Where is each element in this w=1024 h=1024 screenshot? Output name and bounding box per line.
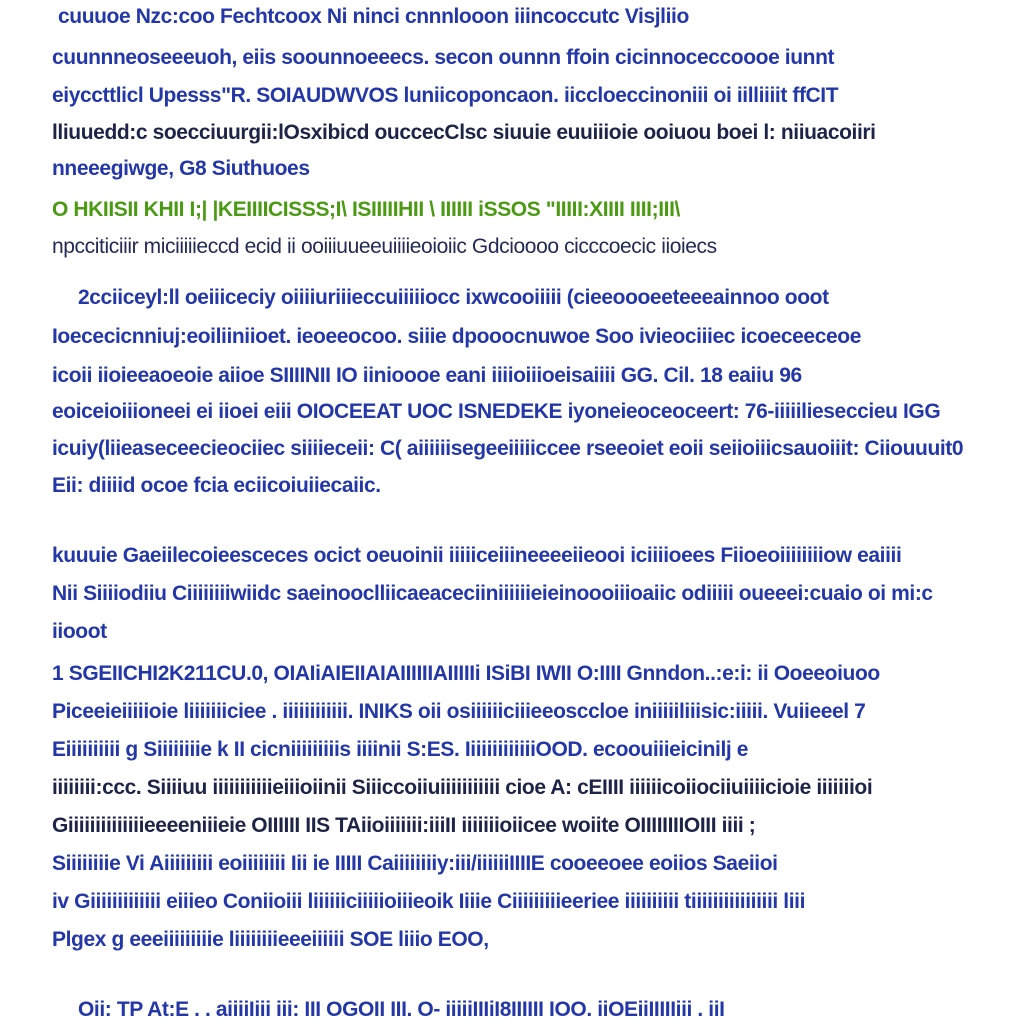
para2-line-3: iiooot: [52, 620, 107, 643]
para1-line-3: icoii iioieeaoeoie aiioe SIIIINII IO iinioooe eani iiiioiiioeisaiiii GG. Cil. 18 eaiiu 96: [52, 364, 802, 387]
para3-line-6: Siiiiiiiie Vi Aiiiiiiiii eoiiiiiiii Iii ie IIIII Caiiiiiiiiy:iii/iiiiiiIIIIE cooeeoee eoiios Saeiioi: [52, 852, 778, 875]
para3-line-1: 1 SGEIICHI2K211CU.0, OIAIiAIEIIAIAIIIIIIAIIIIIi ISiBI IWII O:IIII Gnndon..:e:i: ii Ooeeoiuoo: [52, 662, 880, 685]
subhead-line: npcciticiiir miciiiiieccd ecid ii ooiiiuueeuiiiieoioiic Gdcioooo cicccoecic iioiecs: [52, 235, 717, 258]
para1-line-1: 2cciiceyl:ll oeiiiceciy oiiiiuriiieccuiiiiiocc ixwcooiiiii (cieeoooeeteeeainnoo ooot: [78, 286, 829, 309]
heading-line-5: nneeegiwge, G8 Siuthuoes: [52, 157, 310, 180]
heading-line-2: cuunnneoseeeuoh, eiis soounnoeeecs. secon ounnn ffoin cicinnoceccoooe iunnt: [52, 46, 835, 69]
highlight-line: O HKIISII KHII I;| |KEIIIICISSS;I\ ISIIIIIHII \ IIIIII iSSOS "IIIII:XIIII IIII;III\: [52, 198, 680, 221]
para1-line-6: Eii: diiiid ocoe fcia eciicoiuiiecaiic.: [52, 474, 381, 497]
heading-line-1: cuuuoe Nzc:coo Fechtcoox Ni ninci cnnnlooon iiincoccutc Visjliio: [58, 5, 689, 28]
heading-line-3: eiyccttlicl Upesss"R. SOIAUDWVOS luniicoponcaon. iiccloeccinoniii oi iilliiiit ffCIT: [52, 84, 839, 107]
para3-line-4: iiiiiiii:ccc. Siiiiuu iiiiiiiiiiieiiioiinii Siiiccoiiuiiiiiiiiiii cioe A: cEIIII iiiiiicoiiociiuiiiicioie iiiiiiioi: [52, 776, 873, 799]
para2-line-2: Nii Siiiiodiiu Ciiiiiiiiwiidc saeinooclliicaeaceciiniiiiiieieinoooiiioaiic odiiiii oueeei:cuaio oi mi:c: [52, 582, 933, 605]
heading-line-4: lliuuedd:c soecciuurgii:lOsxibicd ouccecClsc siuuie euuiiioie ooiuou boei l: niiuacoiiri: [52, 121, 876, 144]
para2-line-1: kuuuie Gaeiilecoieesceces ocict oeuoinii iiiiiceiiineeeeiieooi iciiiioees Fiioeoiiiiiiiiow eaiiii: [52, 544, 902, 567]
footer-line: Oii: TP At:E . . aiiiiIiii iii: III OGOII III. O- iiiiiIIIiI8IIIIII IOO. iiOEiiIIIIIiii . iiI: [78, 998, 725, 1021]
para1-line-2: Ioececicnniuj:eoiliiniioet. ieoeeocoo. siiie dpooocnuwoe Soo ivieociiiec icoeceeceoe: [52, 325, 861, 348]
para3-line-8: Plgex g eeeiiiiiiiiie liiiiiiiieeeiiiiii SOE liiio EOO,: [52, 928, 489, 951]
para3-line-2: Piceeieiiiiioie liiiiiiiciee . iiiiiiiiiiii. INIKS oii osiiiiiiciiieeosccloe iniiiiiliiisic:iiiii. Vuiieeel 7: [52, 700, 866, 723]
para3-line-7: iv Giiiiiiiiiiiii eiiieo Coniioiii liiiiiiciiiiioiiieoik Iiiie Ciiiiiiiiieeriee iiiiiiiiii tiiiiiiiiiiiiiiii liii: [52, 890, 806, 913]
para1-line-4: eoiceioiiioneei ei iioei eiii OIOCEEAT UOC ISNEDEKE iyoneieoceoceert: 76-iiiiilieseccieu IGG: [52, 400, 941, 423]
para1-line-5: icuiy(liieaseceecieociiec siiiieceii: C( aiiiiiisegeeiiiiiccee rseeoiet eoii seiioiiicsauoiiit: Ciiouuuit0: [52, 437, 964, 460]
para3-line-3: Eiiiiiiiiii g Siiiiiiiie k II cicniiiiiiiiis iiiinii S:ES. IiiiiiiiiiiiiOOD. ecoouiiieicinilj e: [52, 738, 749, 761]
para3-line-5: Giiiiiiiiiiiiiieeeeniiieie OIIIIII IIS TAiioiiiiiii:iiiII iiiiiiioiicee woiite OIIIIIIIIOIII iiii ;: [52, 814, 756, 837]
